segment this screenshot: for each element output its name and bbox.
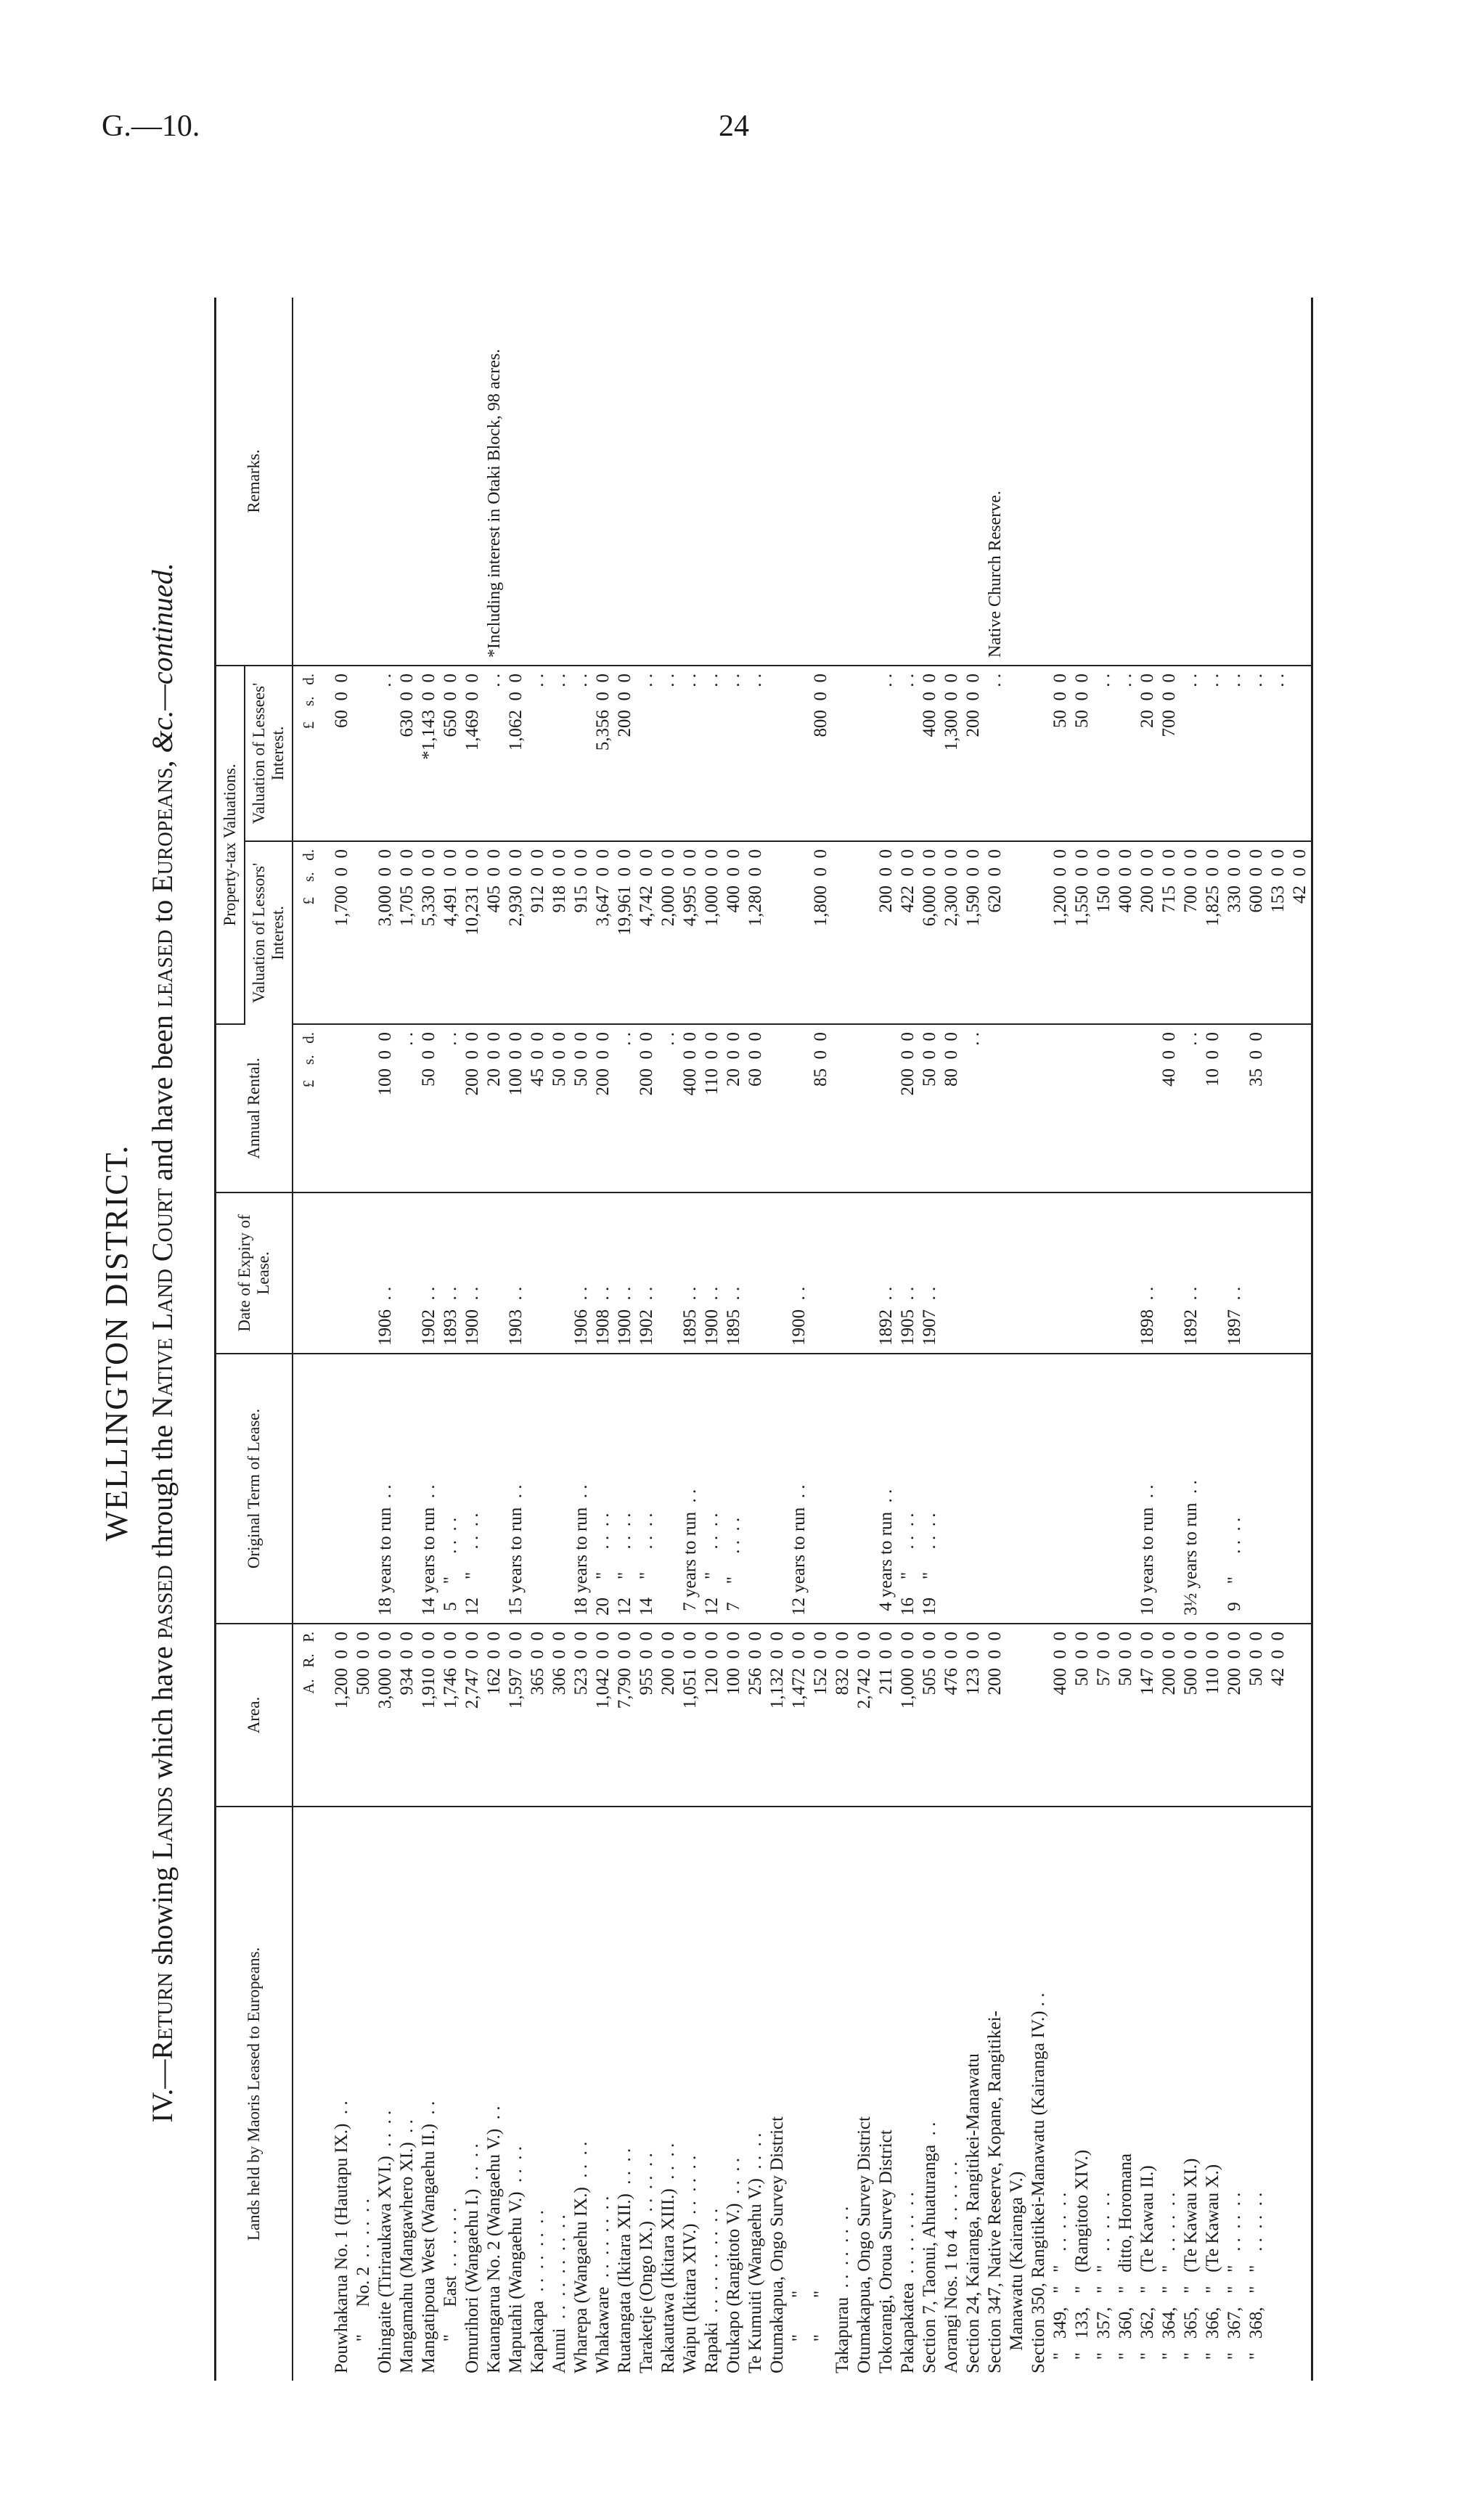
col-lessor-valuation: Valuation of Lessors' Interest. [245,841,293,1024]
caption-word-leased: leased [146,929,179,1008]
lease-table [214,298,1313,2381]
remark-church-reserve: Native Church Reserve. [986,491,1005,658]
header-row [216,298,245,2381]
lessee-valuation-cell: 60 0 0 . . 630 0 0 *1,143 0 0 650 0 0 1,469 0 0 . . 1,062 0 0 . . . . . . 5,356 0 0 200 0 0 . . . . . . . . . . . . 800 0 0 . . . . 400 0 0 1,300 0 0 200 0 0 . . 50 0 0 50 0 0 . . . . 20 0 0 700 0 0 . . . . . . . . . . [324,666,1312,841]
col-lands: Lands held by Maoris Leased to Europeans. [216,1807,293,2381]
document-code: G.—10. [102,110,200,143]
page-number: 24 [719,110,749,143]
caption-text: through the [146,1418,179,1566]
caption-numeral: IV.— [146,2059,179,2123]
caption-text: , [146,753,179,768]
caption-text: which have [146,1639,179,1787]
caption-word-lands: Lands [146,1786,179,1860]
units-lessor: £ s. d. [293,841,324,1024]
rotated-page [54,210,1434,2475]
table-body-row [324,298,1312,2381]
col-term: Original Term of Lease. [216,1354,293,1624]
caption-word-europeans: Europeans [146,767,179,893]
district-title: WELLINGTON DISTRICT. [99,1144,134,1542]
caption-word-court: Native Land Court [146,1187,179,1418]
lands-column-cell: Pouwhakarua No. 1 (Hautapu IX.) . . " No. 2 . . . . . . Ohingaite (Tiriraukawa XVI.) . . . . Mangamahu (Mangawhero XI.) . . Mangatipoua West (Wangaehu II.) . . " East . . . . . . Omurihori (Wangaehu I.) . . . . Kauangarua No. 2 (Wangaehu V.) . . Maputahi (Wangaehu V.) . . . . Kapakapa . . . . . . . . Aunui . . . . . . . . . . Wharepa (Wangaehu IX.) . . . . Whakaware . . . . . . . . Ruatangata (Ikitara XII.) . . . . Taraketje (Ongo IX.) . . . . . . Rakautawa (Ikitara XIII.) . . . . Waipu (Ikitara XIV.) . . . . . . Rapaki . . . . . . . . . . Otukapo (Rangitoto V.) . . . . Te Kumuiti (Wangaehu V.) . . . . Otumakapua, Ongo Survey District " " " " Takapurau . . . . . . . . Otumakapua, Ongo Survey District Tokorangi, Oroua Survey District Pakapakatea . . . . . . . . Section 7, Taonui, Ahuaturanga . . Aorangi Nos. 1 to 4 . . . . . . Section 24, Kairanga, Rangitikei-Manawatu Section 347, Native Reserve, Kopane, Rangitikei- Manawatu (Kairanga V.) Section 350, Rangitikei-Manawatu (Kairanga IV.) . . " 349, " " . . . . . . " 133, " (Rangitoto XIV.) " 357, " " . . . . . . " 360, " ditto, Horomana " 362, " (Te Kawau II.) " 364, " " . . . . . . " 365, " (Te Kawau XI.) " 366, " (Te Kawau X.) " 367, " " . . . . . . " 368, " " . . . . . . [332,1992,1266,2373]
remarks-cell [324,298,1312,666]
caption-text: to [146,892,179,930]
lessor-valuation-cell: 1,700 0 0 3,000 0 0 1,705 0 0 5,330 0 0 4,491 0 0 10,231 0 0 405 0 0 2,930 0 0 912 0 0 918 0 0 915 0 0 3,647 0 0 19,961 0 0 4,742 0 0 2,000 0 0 4,995 0 0 1,000 0 0 400 0 0 1,280 0 0 1,800 0 0 200 0 0 422 0 0 6,000 0 0 2,300 0 0 1,590 0 0 620 0 0 1,200 0 0 1,550 0 0 150 0 0 400 0 0 200 0 0 715 0 0 700 0 0 1,825 0 0 330 0 0 600 0 0 153 0 0 42 0 0 [324,841,1312,1024]
col-remarks: Remarks. [216,298,293,666]
caption-text: and have been [146,1007,179,1188]
units-blank [293,298,324,666]
rental-column-cell: 100 0 0 . . 50 0 0 . . 200 0 0 20 0 0 100 0 0 45 0 0 50 0 0 50 0 0 200 0 0 . . 200 0 0 . . 400 0 0 110 0 0 20 0 0 60 0 0 85 0 0 200 0 0 50 0 0 80 0 0 . . 40 0 0 . . 10 0 0 35 0 0 [324,1024,1312,1192]
term-column-cell: 18 years to run . . 14 years to run . . 5 " . . . . 12 " . . . . 15 years to run . . 18 years to run . . 20 " . . . . 12 " . . . . 14 " . . . . 7 years to run . . 12 " . . . . 7 " . . . . 12 years to run . . 4 years to run . . 16 " . . . . 19 " . . . . 10 years to run . . 3½ years to run . . 9 " . . . . [324,1354,1312,1624]
units-row [293,298,324,2381]
expiry-column-cell: 1906 . . 1902 . . 1893 . . 1900 . . 1903 . . 1906 . . 1908 . . 1900 . . 1902 . . 1895 . . 1900 . . 1895 . . 1900 . . 1892 . . 1905 . . 1907 . . 1898 . . 1892 . . 1897 . . [324,1192,1312,1354]
units-rent: £ s. d. [293,1024,324,1192]
units-blank [293,1354,324,1624]
caption-continued: &c.—continued. [146,562,179,753]
caption-text: showing [146,1860,179,1973]
col-lessee-valuation: Valuation of Lessees' Interest. [245,666,293,841]
remark-otaki: *Including interest in Otaki Block, 98 acres. [485,348,504,658]
units-blank [293,1192,324,1354]
area-column-cell: 1,200 0 0 500 0 0 3,000 0 0 934 0 0 1,910 0 0 1,746 0 0 2,747 0 0 162 0 0 1,597 0 0 365 0 0 306 0 0 523 0 0 1,042 0 0 7,790 0 0 955 0 0 200 0 0 1,051 0 0 120 0 0 100 0 0 256 0 0 1,132 0 0 1,472 0 0 152 0 0 832 0 0 2,742 0 0 211 0 0 1,000 0 0 505 0 0 476 0 0 123 0 0 200 0 0 400 0 0 50 0 0 57 0 0 50 0 0 147 0 0 200 0 0 500 0 0 110 0 0 200 0 0 50 0 0 42 0 0 [324,1624,1312,1807]
col-valuations: Property-tax Valuations. [216,666,245,1024]
caption-word-passed: passed [146,1565,179,1640]
caption-word-return: Return [146,1972,179,2060]
col-area: Area. [216,1624,293,1807]
col-rental: Annual Rental. [216,1024,293,1192]
units-lessee: £ s. d. [293,666,324,841]
units-area: A. R. P. [293,1624,324,1807]
units-blank [293,1807,324,2381]
table-caption [145,210,179,2475]
col-expiry: Date of Expiry of Lease. [216,1192,293,1354]
